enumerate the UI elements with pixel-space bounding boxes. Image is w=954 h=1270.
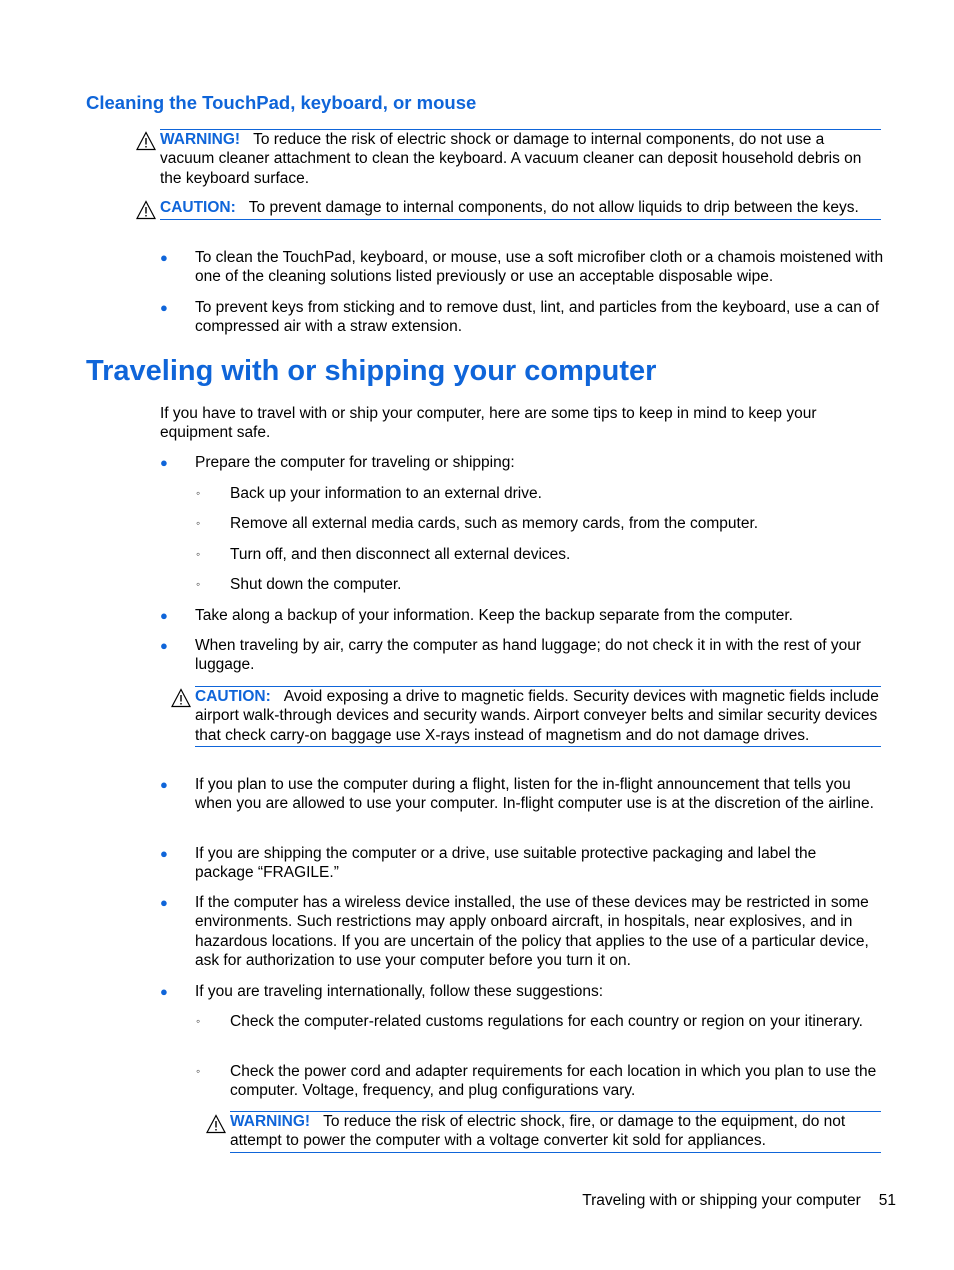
warning-icon bbox=[206, 1114, 226, 1134]
caution-tag: CAUTION: bbox=[195, 688, 271, 705]
warning-notice bbox=[230, 1111, 881, 1153]
page-title: Traveling with or shipping your computer bbox=[86, 355, 657, 387]
sub-list-item: Remove all external media cards, such as memory cards, from the computer. bbox=[230, 515, 759, 532]
list-item: Prepare the computer for traveling or shipping: bbox=[195, 454, 515, 471]
intro-paragraph: If you have to travel with or ship your computer, here are some tips to keep in mind to keep your equipment safe. bbox=[160, 405, 817, 442]
list-item: When traveling by air, carry the computer as hand luggage; do not check it in with the rest of your luggage. bbox=[195, 637, 861, 674]
bullet-icon: ● bbox=[160, 895, 168, 910]
list-item: If you plan to use the computer during a flight, listen for the in-flight announcement that tells you when you are allowed to use your computer. In-flight computer use is at the discretion of the airline. bbox=[195, 776, 874, 813]
list-item: If the computer has a wireless device installed, the use of these devices may be restricted in some environments. Such restrictions may apply onboard aircraft, in hospitals, near explosives, and in hazardous locations. If you are uncertain of the policy that applies to the use of a particular device, ask for authorization to use your computer before you turn it on. bbox=[195, 894, 869, 969]
sub-bullet-icon: ◦ bbox=[196, 547, 201, 561]
bullet-icon: ● bbox=[160, 638, 168, 653]
sub-list-item: Check the computer-related customs regulations for each country or region on your itinerary. bbox=[230, 1013, 863, 1030]
bullet-icon: ● bbox=[160, 777, 168, 792]
caution-tag: CAUTION: bbox=[160, 199, 236, 216]
list-item: If you are traveling internationally, follow these suggestions: bbox=[195, 983, 604, 1000]
bullet-icon: ● bbox=[160, 984, 168, 999]
list-item: To prevent keys from sticking and to remove dust, lint, and particles from the keyboard, use a can of compressed air with a straw extension. bbox=[195, 299, 880, 336]
bullet-icon: ● bbox=[160, 250, 168, 265]
sub-list-item: Turn off, and then disconnect all external devices. bbox=[230, 546, 571, 563]
sub-bullet-icon: ◦ bbox=[196, 577, 201, 591]
sub-bullet-icon: ◦ bbox=[196, 516, 201, 530]
bullet-icon: ● bbox=[160, 846, 168, 861]
warning-tag: WARNING! bbox=[230, 1113, 311, 1130]
bullet-icon: ● bbox=[160, 300, 168, 315]
caution-text: Avoid exposing a drive to magnetic fields. Security devices with magnetic fields include airport walk-through devices and security wands. Airport conveyer belts and similar security devices that check carry-on baggage use X-rays instead of magnetism and do not damage drives. bbox=[195, 688, 879, 744]
sub-bullet-icon: ◦ bbox=[196, 1064, 201, 1078]
list-item: Take along a backup of your information. Keep the backup separate from the computer. bbox=[195, 607, 793, 624]
caution-text: To prevent damage to internal components, do not allow liquids to drip between the keys. bbox=[248, 199, 859, 216]
list-item: To clean the TouchPad, keyboard, or mouse, use a soft microfiber cloth or a chamois moistened with one of the cleaning solutions listed previously or use an acceptable disposable wipe. bbox=[195, 249, 884, 286]
page-number: 51 bbox=[878, 1192, 896, 1209]
caution-notice bbox=[160, 198, 881, 220]
caution-icon bbox=[171, 688, 191, 708]
footer-title: Traveling with or shipping your computer bbox=[582, 1192, 861, 1209]
page-footer bbox=[582, 1192, 896, 1210]
caution-icon bbox=[136, 200, 156, 220]
bullet-icon: ● bbox=[160, 455, 168, 470]
sub-bullet-icon: ◦ bbox=[196, 1014, 201, 1028]
list-item: If you are shipping the computer or a drive, use suitable protective packaging and label the package “FRAGILE.” bbox=[195, 845, 817, 882]
bullet-icon: ● bbox=[160, 608, 168, 623]
caution-notice bbox=[195, 686, 881, 747]
sub-list-item: Check the power cord and adapter requirements for each location in which you plan to use the computer. Voltage, frequency, and plug configurations vary. bbox=[230, 1063, 877, 1100]
warning-icon bbox=[136, 131, 156, 151]
sub-list-item: Shut down the computer. bbox=[230, 576, 402, 593]
sub-list-item: Back up your information to an external drive. bbox=[230, 485, 542, 502]
warning-text: To reduce the risk of electric shock, fire, or damage to the equipment, do not attempt to power the computer with a voltage converter kit sold for appliances. bbox=[230, 1113, 846, 1150]
warning-notice bbox=[160, 129, 881, 188]
sub-bullet-icon: ◦ bbox=[196, 486, 201, 500]
warning-text: To reduce the risk of electric shock or damage to internal components, do not use a vacuum cleaner attachment to clean the keyboard. A vacuum cleaner can deposit household debris on the keyboard surface. bbox=[160, 131, 862, 187]
warning-tag: WARNING! bbox=[160, 131, 241, 148]
section-heading: Cleaning the TouchPad, keyboard, or mouse bbox=[86, 92, 477, 113]
